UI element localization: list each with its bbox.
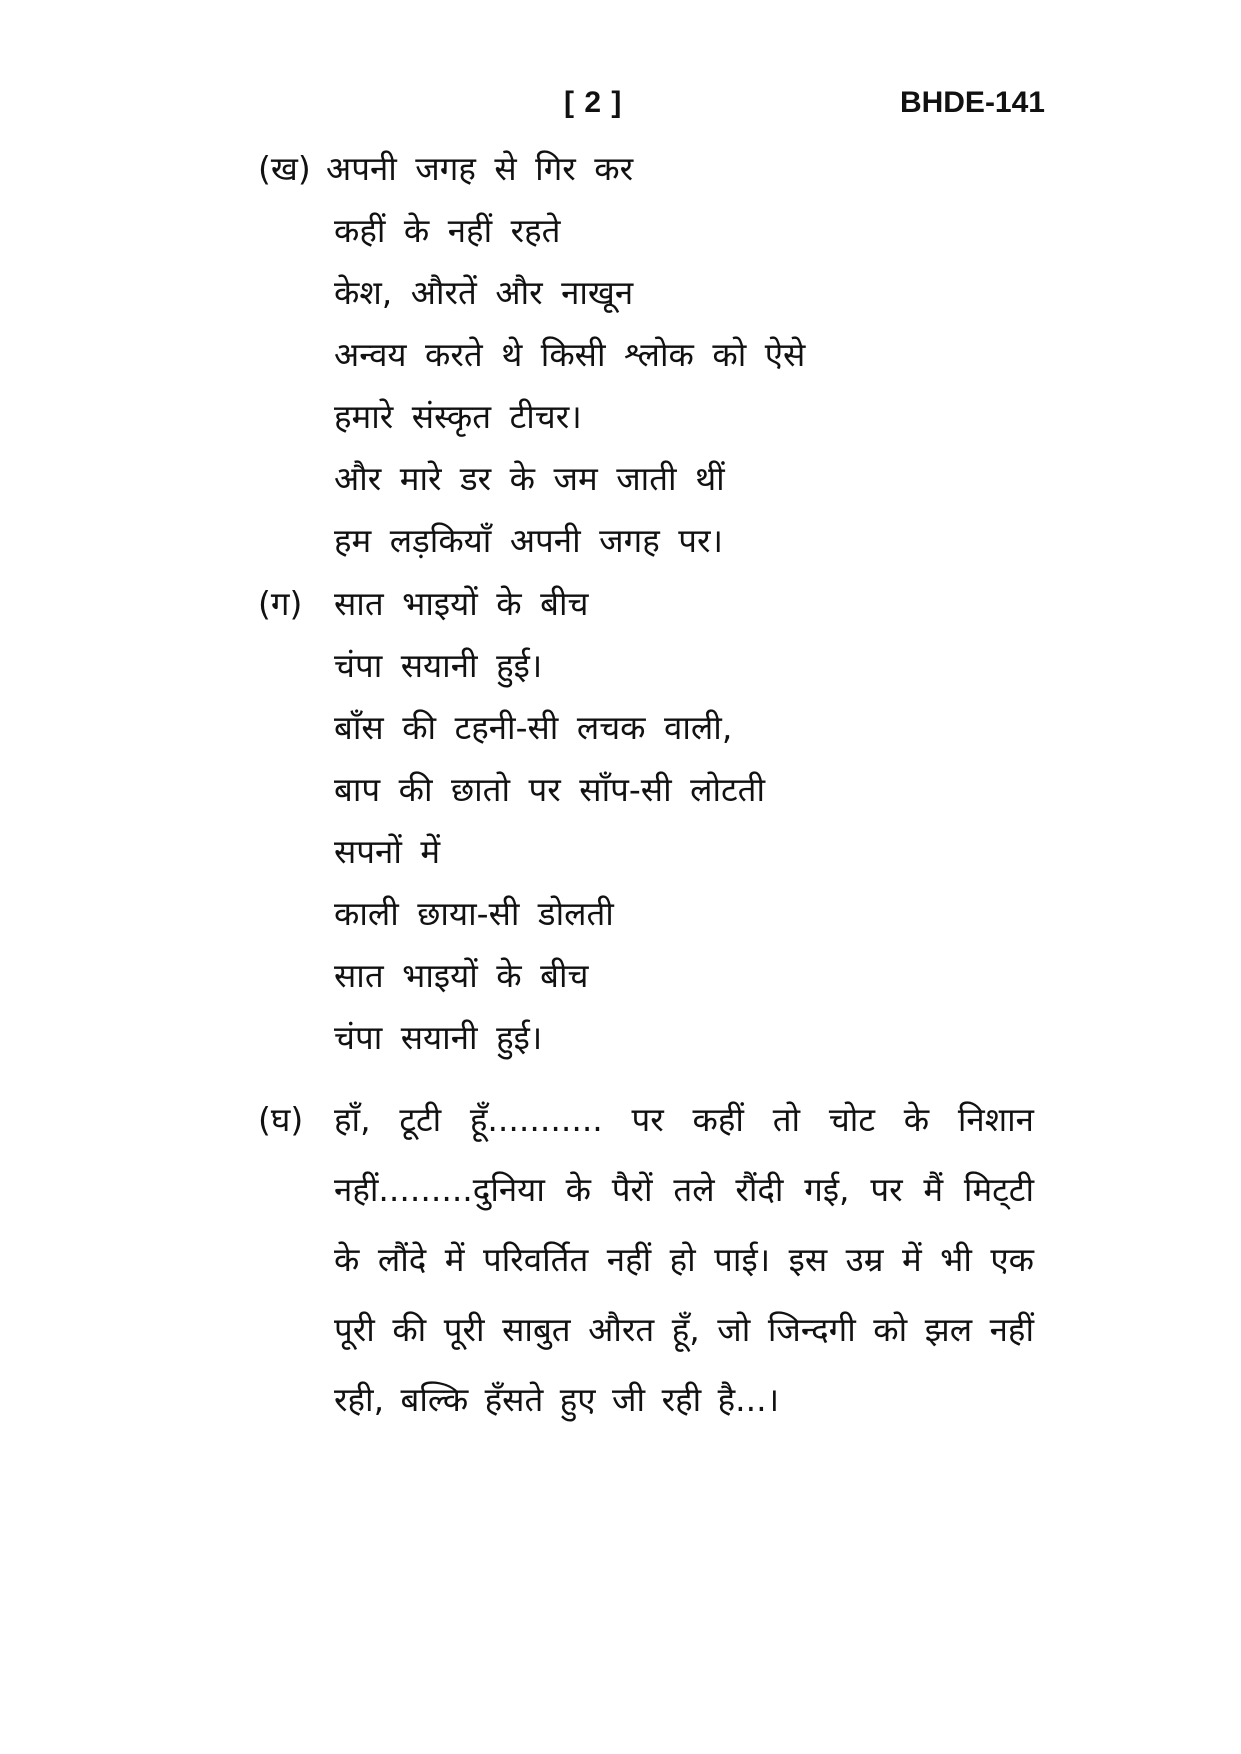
poem-line: केश, औरतें और नाखून (334, 273, 634, 312)
poem-line: बाप की छातो पर साँप-सी लोटती (334, 770, 766, 809)
poem-line: अपनी जगह से गिर कर (326, 149, 634, 188)
section-marker: (घ) (258, 1100, 304, 1139)
poem-line: कहीं के नहीं रहते (334, 211, 561, 250)
page-number: [ 2 ] (564, 86, 623, 119)
poem-line: चंपा सयानी हुई। (334, 646, 543, 685)
section-marker: (ग) (258, 584, 303, 623)
section-marker: (ख) (258, 149, 311, 188)
poem-line: अन्वय करते थे किसी श्लोक को ऐसे (334, 335, 806, 374)
poem-line: काली छाया-सी डोलती (334, 894, 614, 933)
poem-line: और मारे डर के जम जाती थीं (334, 459, 725, 498)
poem-line: चंपा सयानी हुई। (334, 1018, 543, 1057)
prose-paragraph: हाँ, टूटी हूँ........... पर कहीं तो चोट के निशान नहीं.........दुनिया के पैरों तले रौंदी गई, पर मैं मिट्‌टी के लौंदे में परिवर्तित नहीं हो पाई। इस उम्र में भी एक पूरी की पूरी साबुत औरत हूँ, जो जिन्दगी को झल नहीं रही, बल्कि हँसते हुए जी रही है...। (334, 1100, 1034, 1419)
poem-line: बाँस की टहनी-सी लचक वाली, (334, 708, 733, 747)
poem-line: हम लड़कियाँ अपनी जगह पर। (334, 521, 723, 560)
paper-code: BHDE-141 (899, 86, 1045, 119)
poem-line: सात भाइयों के बीच (334, 956, 589, 995)
poem-line: हमारे संस्कृत टीचर। (334, 397, 582, 436)
poem-line: सपनों में (334, 832, 441, 871)
poem-line: सात भाइयों के बीच (334, 584, 589, 623)
